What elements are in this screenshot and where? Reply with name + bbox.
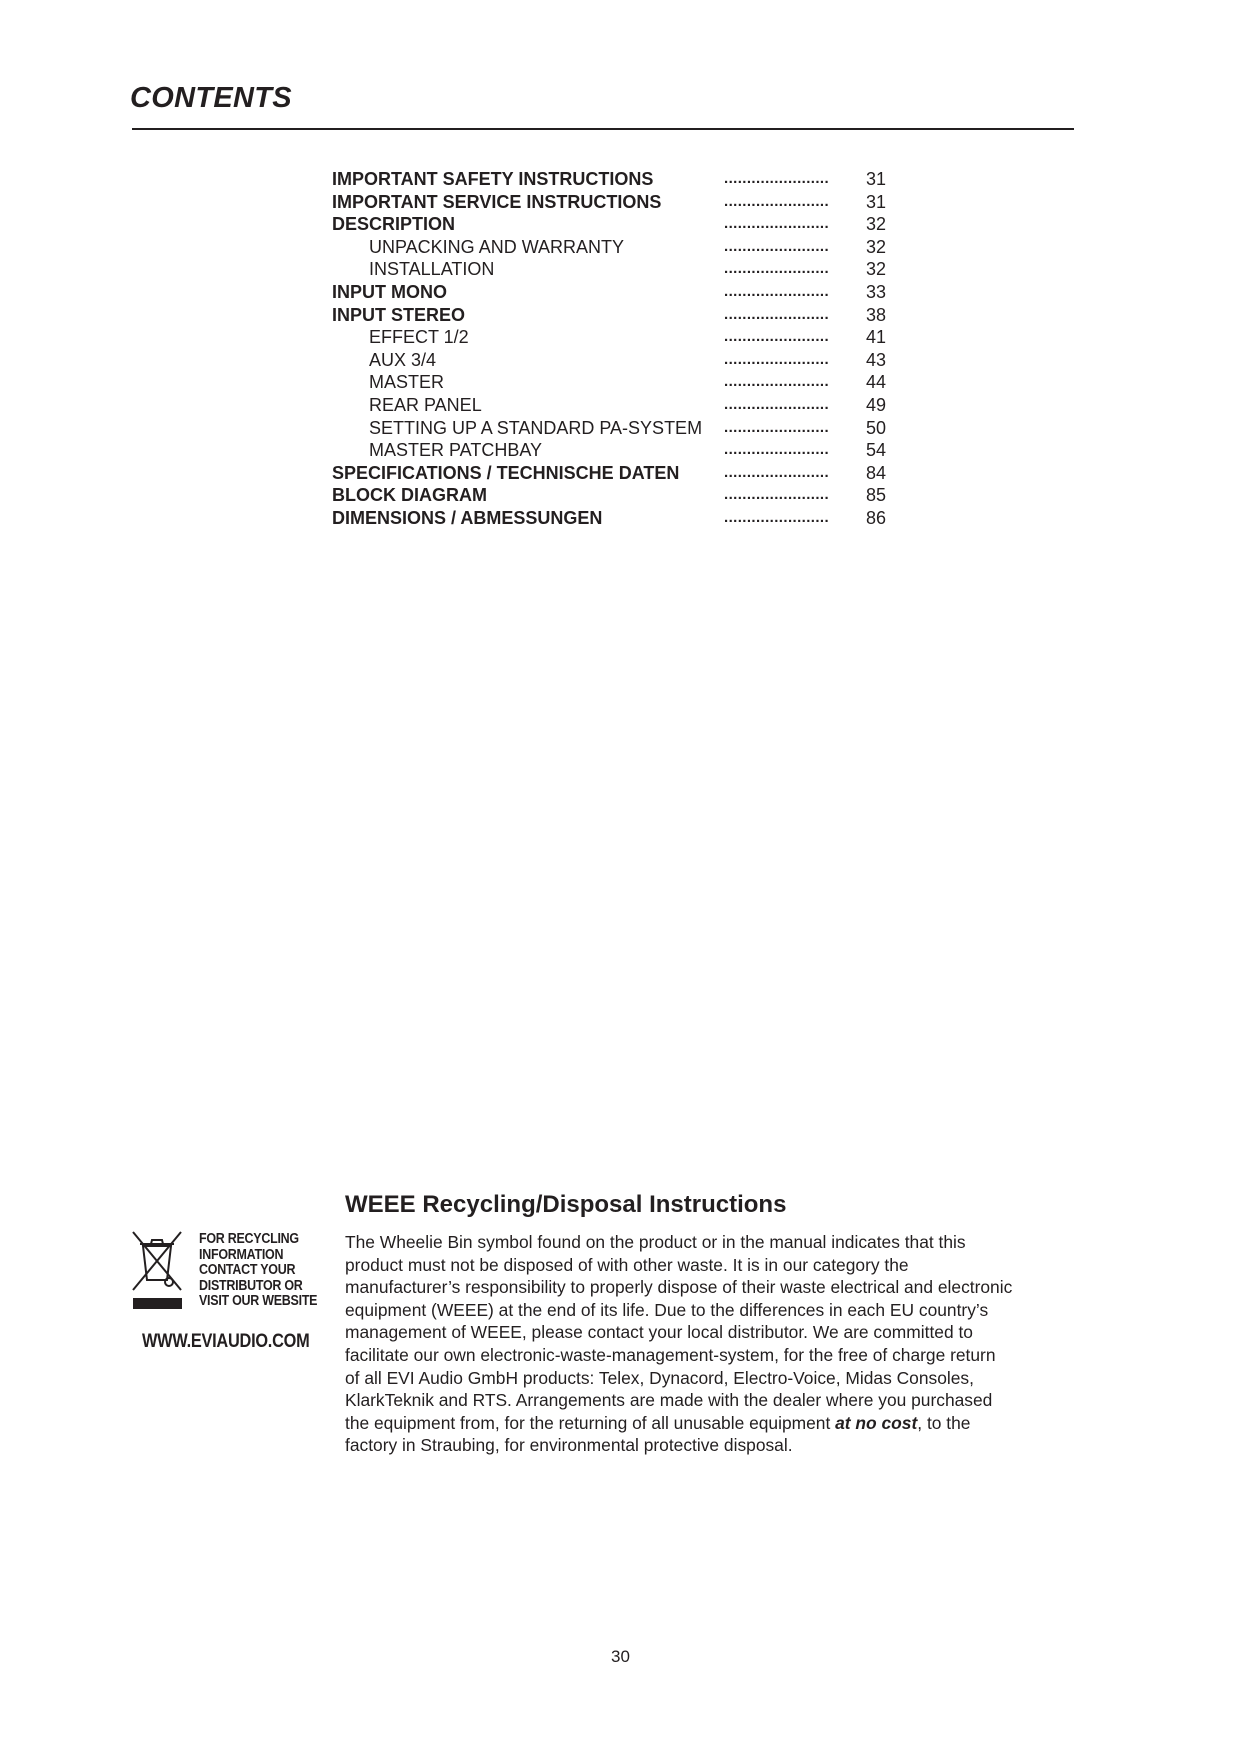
toc-leader-dots: ....................... — [724, 350, 830, 368]
toc-entry[interactable] — [332, 371, 932, 394]
toc-entry-label: REAR PANEL — [369, 394, 482, 415]
toc-entry[interactable] — [332, 484, 932, 507]
recycling-info-line: CONTACT YOUR — [199, 1262, 296, 1278]
weee-body-text-segment: the equipment from, for the returning of all unusable equipment — [345, 1412, 836, 1433]
toc-entry[interactable] — [332, 439, 932, 462]
toc-entry[interactable] — [332, 258, 932, 281]
toc-entry-page: 49 — [866, 394, 887, 415]
toc-entry[interactable] — [332, 326, 932, 349]
toc-leader-dots: ....................... — [724, 418, 830, 436]
weee-body-line: equipment (WEEE) at the end of its life. Due to the differences in each EU country’s — [345, 1299, 989, 1320]
recycling-information — [199, 1232, 319, 1310]
weee-body-line — [345, 1412, 1075, 1435]
toc-entry-page: 38 — [866, 304, 887, 325]
toc-entry-label: MASTER PATCHBAY — [369, 440, 543, 461]
recycling-info-line: DISTRIBUTOR OR — [199, 1277, 303, 1294]
toc-entry-page: 31 — [866, 191, 887, 212]
page-title: CONTENTS — [130, 82, 292, 114]
toc-entry-page: 54 — [866, 440, 887, 461]
toc-entry[interactable] — [332, 349, 932, 372]
recycling-info-line: VISIT OUR WEBSITE — [199, 1293, 318, 1309]
weee-heading: WEEE Recycling/Disposal Instructions — [345, 1191, 787, 1218]
recycling-info-line: FOR RECYCLING — [199, 1231, 299, 1247]
title-rule — [132, 128, 1074, 130]
toc-entry-page: 44 — [866, 372, 887, 393]
toc-leader-dots: ....................... — [724, 328, 830, 346]
table-of-contents — [332, 168, 932, 530]
toc-entry[interactable] — [332, 168, 932, 191]
toc-leader-dots: ....................... — [724, 395, 830, 413]
toc-entry-page: 41 — [866, 327, 887, 348]
toc-entry-label: SPECIFICATIONS / TECHNISCHE DATEN — [332, 462, 680, 483]
toc-entry[interactable] — [332, 281, 932, 304]
toc-leader-dots: ....................... — [724, 441, 830, 459]
weee-body-line: factory in Straubing, for environmental protective disposal. — [345, 1435, 793, 1456]
weee-marking-bar — [133, 1298, 182, 1309]
toc-entry[interactable] — [332, 394, 932, 417]
toc-entry-label: INPUT MONO — [332, 281, 447, 302]
toc-entry[interactable] — [332, 417, 932, 440]
toc-leader-dots: ....................... — [724, 305, 830, 323]
toc-entry[interactable] — [332, 507, 932, 530]
weee-body-line: The Wheelie Bin symbol found on the product or in the manual indicates that this — [345, 1232, 966, 1252]
recycling-info-line: INFORMATION — [199, 1246, 284, 1263]
weee-body-text — [345, 1231, 1075, 1457]
toc-leader-dots: ....................... — [724, 215, 830, 233]
toc-entry-page: 32 — [866, 259, 887, 280]
toc-entry-page: 43 — [866, 349, 887, 370]
toc-leader-dots: ....................... — [724, 192, 830, 210]
toc-entry-page: 32 — [866, 236, 887, 257]
weee-body-line: manufacturer’s responsibility to properly dispose of their waste electrical and electronic — [345, 1277, 1013, 1298]
toc-leader-dots: ....................... — [724, 463, 830, 481]
weee-body-line: KlarkTeknik and RTS. Arrangements are made with the dealer where you purchased — [345, 1390, 993, 1411]
toc-entry-label: IMPORTANT SERVICE INSTRUCTIONS — [332, 191, 662, 212]
toc-entry-label: INSTALLATION — [369, 259, 495, 280]
toc-entry-label: UNPACKING AND WARRANTY — [369, 236, 625, 257]
toc-entry[interactable] — [332, 213, 932, 236]
website-link[interactable]: WWW.EVIAUDIO.COM — [142, 1331, 310, 1352]
toc-entry-label: DIMENSIONS / ABMESSUNGEN — [332, 507, 603, 528]
toc-leader-dots: ....................... — [724, 486, 830, 504]
toc-entry-label: BLOCK DIAGRAM — [332, 485, 487, 506]
toc-entry-page: 33 — [866, 281, 887, 302]
toc-entry-label: EFFECT 1/2 — [369, 327, 469, 348]
toc-entry-page: 31 — [866, 169, 887, 189]
weee-body-text-segment: , to the — [917, 1412, 971, 1433]
toc-leader-dots: ....................... — [724, 508, 830, 526]
toc-entry-label: IMPORTANT SAFETY INSTRUCTIONS — [332, 169, 654, 189]
weee-body-line: product must not be disposed of with other waste. It is in our category the — [345, 1254, 909, 1275]
toc-entry[interactable] — [332, 191, 932, 214]
toc-leader-dots: ....................... — [724, 282, 830, 300]
weee-body-line: management of WEEE, please contact your local distributor. We are committed to — [345, 1322, 973, 1343]
toc-entry[interactable] — [332, 236, 932, 259]
toc-entry-label: AUX 3/4 — [369, 349, 437, 370]
toc-leader-dots: ....................... — [724, 237, 830, 255]
toc-entry-label: MASTER — [369, 372, 445, 393]
page-number: 30 — [611, 1647, 630, 1666]
toc-leader-dots: ....................... — [724, 260, 830, 278]
weee-body-line: facilitate our own electronic-waste-management-system, for the free of charge return — [345, 1344, 996, 1365]
toc-entry[interactable] — [332, 462, 932, 485]
toc-entry-label: INPUT STEREO — [332, 304, 466, 325]
weee-body-line: of all EVI Audio GmbH products: Telex, Dynacord, Electro-Voice, Midas Consoles, — [345, 1367, 974, 1388]
toc-entry[interactable] — [332, 304, 932, 327]
toc-entry-label: SETTING UP A STANDARD PA-SYSTEM — [369, 417, 703, 438]
toc-entry-page: 32 — [866, 214, 887, 235]
toc-entry-label: DESCRIPTION — [332, 214, 456, 235]
at-no-cost-emphasis: at no cost — [835, 1412, 918, 1433]
crossed-out-wheelie-bin-icon — [131, 1230, 183, 1292]
toc-leader-dots: ....................... — [724, 373, 830, 391]
toc-entry-page: 85 — [866, 485, 887, 506]
toc-leader-dots: ....................... — [724, 170, 830, 187]
toc-entry-page: 86 — [866, 507, 887, 528]
toc-entry-page: 50 — [866, 417, 887, 438]
toc-entry-page: 84 — [866, 462, 887, 483]
